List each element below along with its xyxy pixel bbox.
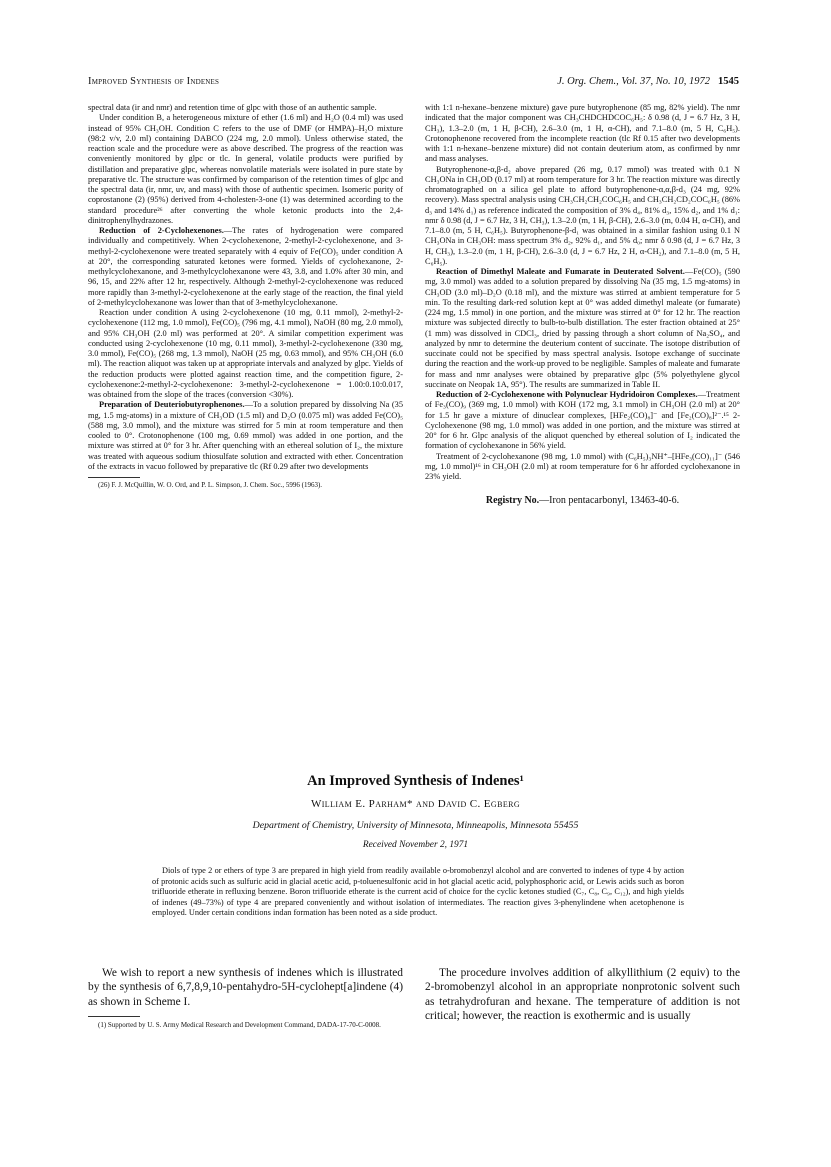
paragraph: The procedure involves addition of alkyllithium (2 equiv) to the 2-bromobenzyl alcohol in an appropriate nonprotonic solvent such as tetrahydrofuran and hexane. The temperature of addition is not critical; however, the reaction is exothermic and is usually [425, 967, 740, 1022]
footnote-rule [88, 1016, 140, 1017]
paragraph: Under condition B, a heterogeneous mixture of ether (1.6 ml) and H₂O (0.4 ml) was used instead of 95% CH₃OH. Condition C refers to the use of DMF (or HMPA)–H₂O mixture (98:2 v/v, 2.0 ml) containing DABCO (224 mg, 2.0 mmol). Unless otherwise stated, the reaction scale and the procedure were as above described. The progress of the reaction was conveniently monitored by glpc or tlc. In general, volatile products were purified by distillation and preparative glpc, whereas nonvolatile materials were isolated in pure state by preparative tlc. The structure was confirmed by comparison of the retention times of glpc and the spectral data (ir, nmr, uv, and mass) with those of authentic specimen. Isomeric purity of coprostanone (2) (95%) derived from 4-cholesten-3-one (1) was determined according to the standard procedure²⁶ after converting the whole ketonic products into the 2,4-dinitrophenylhydrazones. [88, 113, 403, 225]
paragraph: Treatment of 2-cyclohexanone (98 mg, 1.0 mmol) with (C₆H₅)₃NH⁺–[HFe₃(CO)₁₁]⁻ (546 mg, 1.0 mmol)¹⁶ in CH₃OH (2.0 ml) at room temperature for 6 hr afforded cyclohexanone in 23% yield. [425, 451, 740, 481]
paragraph: Butyrophenone-α,β-d₂ above prepared (26 mg, 0.17 mmol) was treated with 0.1 N CH₃ONa in CH₃OD (0.17 ml) at room temperature for 3 hr. The reaction mixture was directly chromatographed on a silica gel plate to afford butyrophenone-α,α,β-d₃ (24 mg, 92% recovery). Mass spectral analysis using CH₃CH₂CH₂COC₆H₅ and CH₃CH₂CD₂COC₆H₅ (86% d₃ and 14% d₁) as reference indicated the composition of 3% d₄, 81% d₃, 15% d₂, and 1% d₁: nmr δ 0.98 (d, J = 6.7 Hz, 3 H, CH₃), 1.3–2.0 (m, 1 H, β-CH), 2.6–3.0 (m, 0.04 H, α-CH), and 7.1–8.0 (m, 5 H, C₆H₅). Butyrophenone-β-d₁ was obtained in a similar fashion using 0.1 N CH₃ONa in CH₃OH: mass spectrum 3% d₂, 92% d₁, and 5% d₀; nmr δ 0.98 (d, J = 6.7 Hz, 3 H, CH₃), 1.3–2.0 (m, 1 H, β-CH), 2.6–3.0 (d, J = 6.7 Hz, 2 H, α-CH₂), and 7.1–8.0 (m, 5 H, C₆H₅). [425, 164, 740, 266]
footnote: (26) F. J. McQuillin, W. O. Ord, and P. L. Simpson, J. Chem. Soc., 5996 (1963). [98, 481, 323, 489]
paragraph: with 1:1 n-hexane–benzene mixture) gave pure butyrophenone (85 mg, 82% yield). The nmr indicated that the major component was CH₃CHDCHDCOC₆H₅: δ 0.98 (d, J = 6.7 Hz, 3 H, CH₃), 1.3–2.0 (m, 1 H, β-CH), 2.6–3.0 (m, 1 H, α-CH), and 7.1–8.0 (m, 5 H, C₆H₅). Crotonophenone recovered from the incomplete reaction (tlc Rf 0.15 after two developments with 1:1 n-hexane–benzene mixture) did not contain deuterium atom, as confirmed by nmr and mass analyses. [425, 103, 740, 164]
paragraph [88, 400, 403, 472]
paragraph: We wish to report a new synthesis of indenes which is illustrated by the synthesis of 6,7,8,9,10-pentahydro-5H-cyclohept[a]indene (4) as shown in Scheme I. [88, 967, 403, 1008]
registry-label: Registry No. [485, 495, 540, 507]
article-authors: William E. Parham* and David C. Egberg [310, 798, 521, 810]
article-title: An Improved Synthesis of Indenes¹ [307, 773, 524, 789]
section-runin-heading: Reduction of 2-Cyclohexenones. [99, 226, 224, 235]
article-body-right [425, 966, 740, 1023]
running-head-journal [557, 76, 739, 87]
journal-citation: J. Org. Chem., Vol. 37, No. 10, 1972 [557, 76, 710, 87]
registry-text: —Iron pentacarbonyl, 13463-40-6. [539, 495, 680, 507]
article-affiliation: Department of Chemistry, University of Minnesota, Minneapolis, Minnesota 55455 [252, 820, 579, 831]
paragraph-body: —Fe(CO)₅ (590 mg, 3.0 mmol) was added to a solution prepared by dissolving Na (35 mg, 1.5 mg-atoms) in CH₃OD (3.0 ml)–D₂O (0.18 ml), and the mixture was stirred at ambient temperature for 5 min. To the resulting dark-red solution kept at 0° was added dimethyl maleate (or fumarate) (224 mg, 1.5 mmol) in one portion, and the mixture was stirred at 0° for 12 hr. The reaction mixture was subjected directly to bulb-to-bulb distillation. The ester fraction obtained at 25° (1 mm) was dissolved in CDCl₃, dried by passing through a short column of Na₂SO₄, and analyzed by nmr to determine the deuterium content of succinate. The isotope distribution of succinate could not be specified by mass spectral analysis. Isotope exchange of succinate during the reaction and the work-up proved to be negligible. Samples of maleate and fumarate for mass and nmr analyses were obtained by preparative glpc (5% polyethylene glycol succinate on Neopak 1A, 95°). The results are summarized in Table II. [425, 267, 740, 389]
footnote-rule [88, 477, 140, 478]
footnote: (1) Supported by U. S. Army Medical Research and Development Command, DADA-17-70-C-0008. [98, 1020, 381, 1029]
paragraph-body: —The rates of hydrogenation were compared individually and competitively. When 2-cyclohexenone, 2-methyl-2-cyclohexenone, and 3-methyl-2-cyclohexenone were treated separately with 4 equiv of Fe(CO)₅ under condition A at 20°, the corresponding saturated ketones were formed. Yields of cyclohexanone, 2-methylcyclohexanone, and 3-methylcyclohexanone were 43, 3.8, and 1.0% after 30 min, and 96, 15, and 22% after 12 hr, respectively. Although 2-methyl-2-cyclohexenone was reduced more rapidly than 3-methyl-2-cyclohexenone at the early stage of the reaction, the final yield of 2-methylcyclohexanone was lower than that of 3-methylcyclohexanone. [88, 226, 403, 307]
running-head [88, 76, 739, 92]
section-runin-heading: Reduction of 2-Cyclohexenone with Polynuclear Hydridoiron Complexes. [436, 390, 698, 399]
paragraph [425, 267, 740, 390]
registry-number [425, 496, 740, 506]
paragraph: Reaction under condition A using 2-cyclohexenone (10 mg, 0.11 mmol), 2-methyl-2-cyclohexenone (112 mg, 1.0 mmol), Fe(CO)₅ (796 mg, 4.1 mmol), NaOH (80 mg, 2.0 mmol), and 95% CH₃OH (2.0 ml) was performed at 20°. A similar competition experiment was conducted using 2-cyclohexenone (10 mg, 0.11 mmol), 3-methyl-2-cyclohexenone (330 mg, 3.0 mmol), Fe(CO)₅ (268 mg, 1.3 mmol), NaOH (25 mg, 0.63 mmol), and 95% CH₃OH (6.0 ml). The reaction aliquot was taken up at appropriate intervals and analyzed by glpc. Yields of the reduction products were plotted against reaction time, and the competition figure, 2-cyclohexenone:2-methyl-2-cyclohexenone: 3-methyl-2-cyclohexenone = 1.00:0.10:0.017, was obtained from the slope of the traces (conversion <30%). [88, 308, 403, 399]
page-number: 1545 [718, 76, 739, 87]
section-runin-heading: Preparation of Deuteriobutyrophenones. [99, 400, 245, 410]
paragraph-body: —Treatment of Fe₃(CO)₉ (369 mg, 1.0 mmol) with KOH (172 mg, 3.1 mmol) in CH₃OH (2.0 ml) at 20° for 1.5 hr gave a mixture of dinuclear complexes, [HFe₂(CO)₈]⁻ and [Fe₂(CO)₈]²⁻.¹⁵ 2-Cyclohexenone (98 mg, 1.0 mmol) was added in one portion, and the mixture was stirred at 20° for 6 hr. Glpc analysis of the aliquot quenched by ethereal solution of I₂ indicated the formation of cyclohexanone in 56% yield. [425, 390, 740, 451]
paragraph [425, 390, 740, 452]
paragraph-body: —To a solution prepared by dissolving Na (35 mg, 1.5 mg-atoms) in a mixture of CH₃OD (1.5 ml) and D₂O (0.075 ml) was added Fe(CO)₅ (588 mg, 3.0 mmol), and the mixture was stirred for 5 min at room temperature and then cooled to 0°. Crotonophenone (100 mg, 0.69 mmol) was added in one portion, and the mixture was stirred at 0° for 3 hr. After quenching with an ethereal solution of I₂, the mixture was treated with aqueous sodium thiosulfate solution and extracted with ether. Concentration of the extracts in vacuo followed by preparative tlc (Rf 0.29 after two developments [88, 400, 403, 471]
paragraph: spectral data (ir and nmr) and retention time of glpc with those of an authentic sample. [88, 103, 377, 112]
article-body-left [88, 966, 403, 1029]
left-column [88, 103, 403, 490]
right-column [425, 103, 740, 507]
abstract: Diols of type 2 or ethers of type 3 are prepared in high yield from readily available o-bromobenzyl alcohol and are converted to indenes of type 4 by action of protonic acids such as sulfuric acid in glacial acetic acid, p-toluenesulfonic acid in hot glacial acetic acid, polyphosphoric acid, or Lewis acids such as boron trifluoride etherate in refluxing benzene. Boron trifluoride etherate is the current acid of choice for the cyclic ketones studied (C₇, C₈, C₉, C₁₂), and high yields of indenes (49–73%) of type 4 are prepared conveniently and without isolation of intermediates. The reaction gives 3-phenylindene when acetophenone is employed. Under certain conditions indan formation has been noted as a side product. [152, 866, 684, 918]
running-head-title: Improved Synthesis of Indenes [88, 76, 220, 87]
paragraph [88, 226, 403, 308]
received-date: Received November 2, 1971 [362, 840, 469, 850]
section-runin-heading: Reaction of Dimethyl Maleate and Fumarate in Deuterated Solvent. [436, 267, 685, 276]
